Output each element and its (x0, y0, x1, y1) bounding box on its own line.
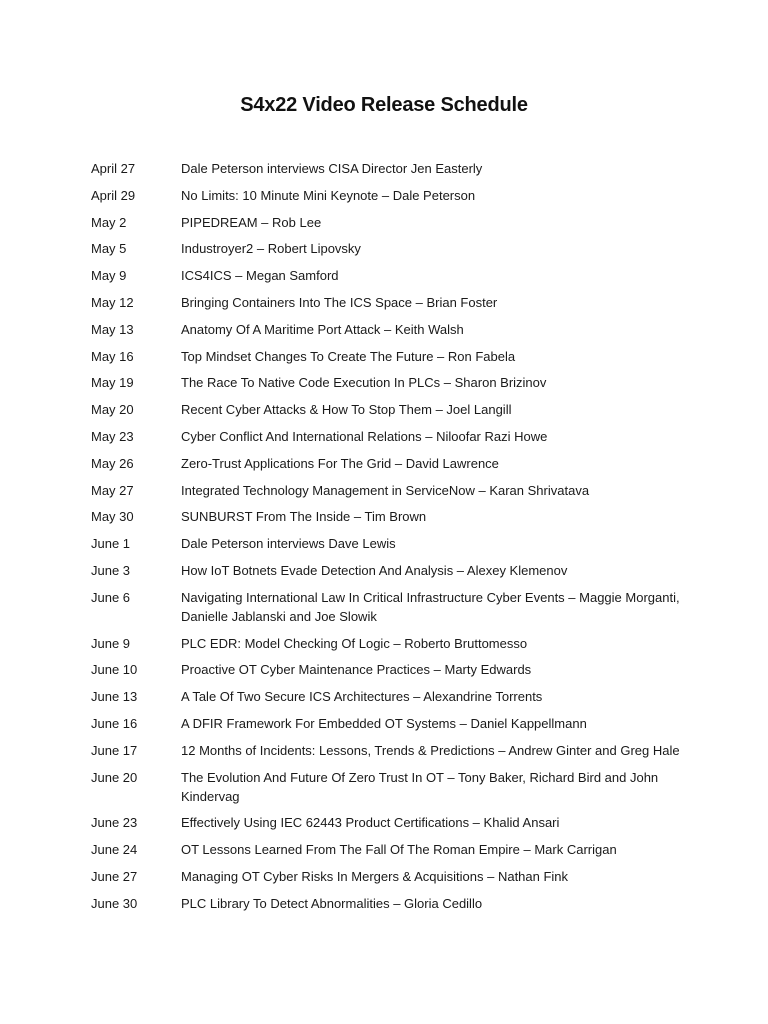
video-title: SUNBURST From The Inside – Tim Brown (181, 509, 427, 525)
release-date: May 26 (91, 455, 134, 471)
video-title: Dale Peterson interviews CISA Director Jen Easterly (181, 161, 483, 176)
release-schedule-list (91, 159, 691, 921)
release-date: June 9 (91, 635, 131, 651)
schedule-row (91, 634, 691, 653)
release-date: June 30 (91, 895, 138, 911)
video-title: Effectively Using IEC 62443 Product Certifications – Khalid Ansari (181, 815, 560, 831)
schedule-row (91, 867, 691, 886)
release-date: May 5 (91, 241, 127, 257)
video-title: Anatomy Of A Maritime Port Attack – Keith Walsh (181, 321, 464, 337)
release-date: May 12 (91, 294, 134, 310)
video-title: Bringing Containers Into The ICS Space – Brian Foster (181, 294, 498, 310)
video-title: Proactive OT Cyber Maintenance Practices – Marty Edwards (181, 662, 532, 678)
document-title: S4x22 Video Release Schedule (240, 94, 528, 116)
schedule-row (91, 239, 691, 258)
schedule-row (91, 813, 691, 832)
video-title: The Race To Native Code Execution In PLCs – Sharon Brizinov (181, 375, 547, 391)
video-title: ICS4ICS – Megan Samford (181, 268, 339, 284)
schedule-row (91, 454, 691, 473)
schedule-row (91, 159, 691, 178)
schedule-row (91, 894, 691, 913)
schedule-row (91, 266, 691, 285)
release-date: June 3 (91, 562, 131, 578)
release-date: June 13 (91, 689, 138, 705)
release-date: April 27 (91, 161, 136, 176)
release-date: June 23 (91, 815, 138, 831)
schedule-row (91, 481, 691, 500)
release-date: May 9 (91, 268, 127, 284)
video-title: Integrated Technology Management in ServiceNow – Karan Shrivatava (181, 482, 590, 498)
release-date: May 16 (91, 348, 134, 364)
schedule-row (91, 840, 691, 859)
schedule-row (91, 213, 691, 232)
schedule-row (91, 660, 691, 679)
schedule-row (91, 714, 691, 733)
release-date: June 24 (91, 842, 138, 858)
video-title: How IoT Botnets Evade Detection And Analysis – Alexey Klemenov (181, 562, 568, 578)
video-title: Zero-Trust Applications For The Grid – David Lawrence (181, 455, 499, 471)
release-date: May 19 (91, 375, 134, 391)
schedule-row (91, 687, 691, 706)
release-date: June 10 (91, 662, 138, 678)
release-date: May 27 (91, 482, 134, 498)
video-title: Industroyer2 – Robert Lipovsky (181, 241, 361, 257)
release-date: May 30 (91, 509, 134, 525)
video-title: No Limits: 10 Minute Mini Keynote – Dale Peterson (181, 187, 476, 203)
release-date: June 6 (91, 589, 131, 605)
schedule-row (91, 347, 691, 366)
schedule-row (91, 588, 691, 626)
video-title: PIPEDREAM – Rob Lee (181, 214, 322, 230)
schedule-row (91, 320, 691, 339)
release-date: April 29 (91, 187, 136, 203)
video-title: OT Lessons Learned From The Fall Of The Roman Empire – Mark Carrigan (181, 842, 617, 858)
schedule-row (91, 741, 691, 760)
release-date: June 27 (91, 868, 138, 884)
video-title: A Tale Of Two Secure ICS Architectures – Alexandrine Torrents (181, 689, 543, 705)
schedule-row (91, 507, 691, 526)
release-date: May 13 (91, 321, 134, 337)
release-date: May 20 (91, 402, 134, 418)
video-title: The Evolution And Future Of Zero Trust In OT – Tony Baker, Richard Bird and John Kindervag (181, 769, 659, 804)
schedule-row (91, 293, 691, 312)
schedule-row (91, 427, 691, 446)
release-date: June 16 (91, 715, 138, 731)
schedule-row (91, 768, 691, 806)
schedule-row (91, 561, 691, 580)
video-title: PLC Library To Detect Abnormalities – Gloria Cedillo (181, 895, 483, 911)
release-date: June 1 (91, 536, 131, 552)
video-title: Cyber Conflict And International Relations – Niloofar Razi Howe (181, 428, 548, 444)
video-title: PLC EDR: Model Checking Of Logic – Roberto Bruttomesso (181, 635, 528, 651)
video-title: 12 Months of Incidents: Lessons, Trends & Predictions – Andrew Ginter and Greg Hale (181, 742, 680, 758)
video-title: Recent Cyber Attacks & How To Stop Them – Joel Langill (181, 402, 512, 418)
video-title: A DFIR Framework For Embedded OT Systems – Daniel Kappellmann (181, 715, 587, 731)
video-title: Dale Peterson interviews Dave Lewis (181, 536, 396, 552)
schedule-row (91, 534, 691, 553)
release-date: June 17 (91, 742, 138, 758)
video-title: Top Mindset Changes To Create The Future – Ron Fabela (181, 348, 516, 364)
video-title: Navigating International Law In Critical Infrastructure Cyber Events – Maggie Morganti, Danielle Jablanski and Joe Slowik (181, 589, 680, 624)
release-date: June 20 (91, 769, 138, 785)
release-date: May 2 (91, 214, 127, 230)
schedule-row (91, 186, 691, 205)
schedule-row (91, 373, 691, 392)
schedule-row (91, 400, 691, 419)
release-date: May 23 (91, 428, 134, 444)
video-title: Managing OT Cyber Risks In Mergers & Acquisitions – Nathan Fink (181, 868, 569, 884)
